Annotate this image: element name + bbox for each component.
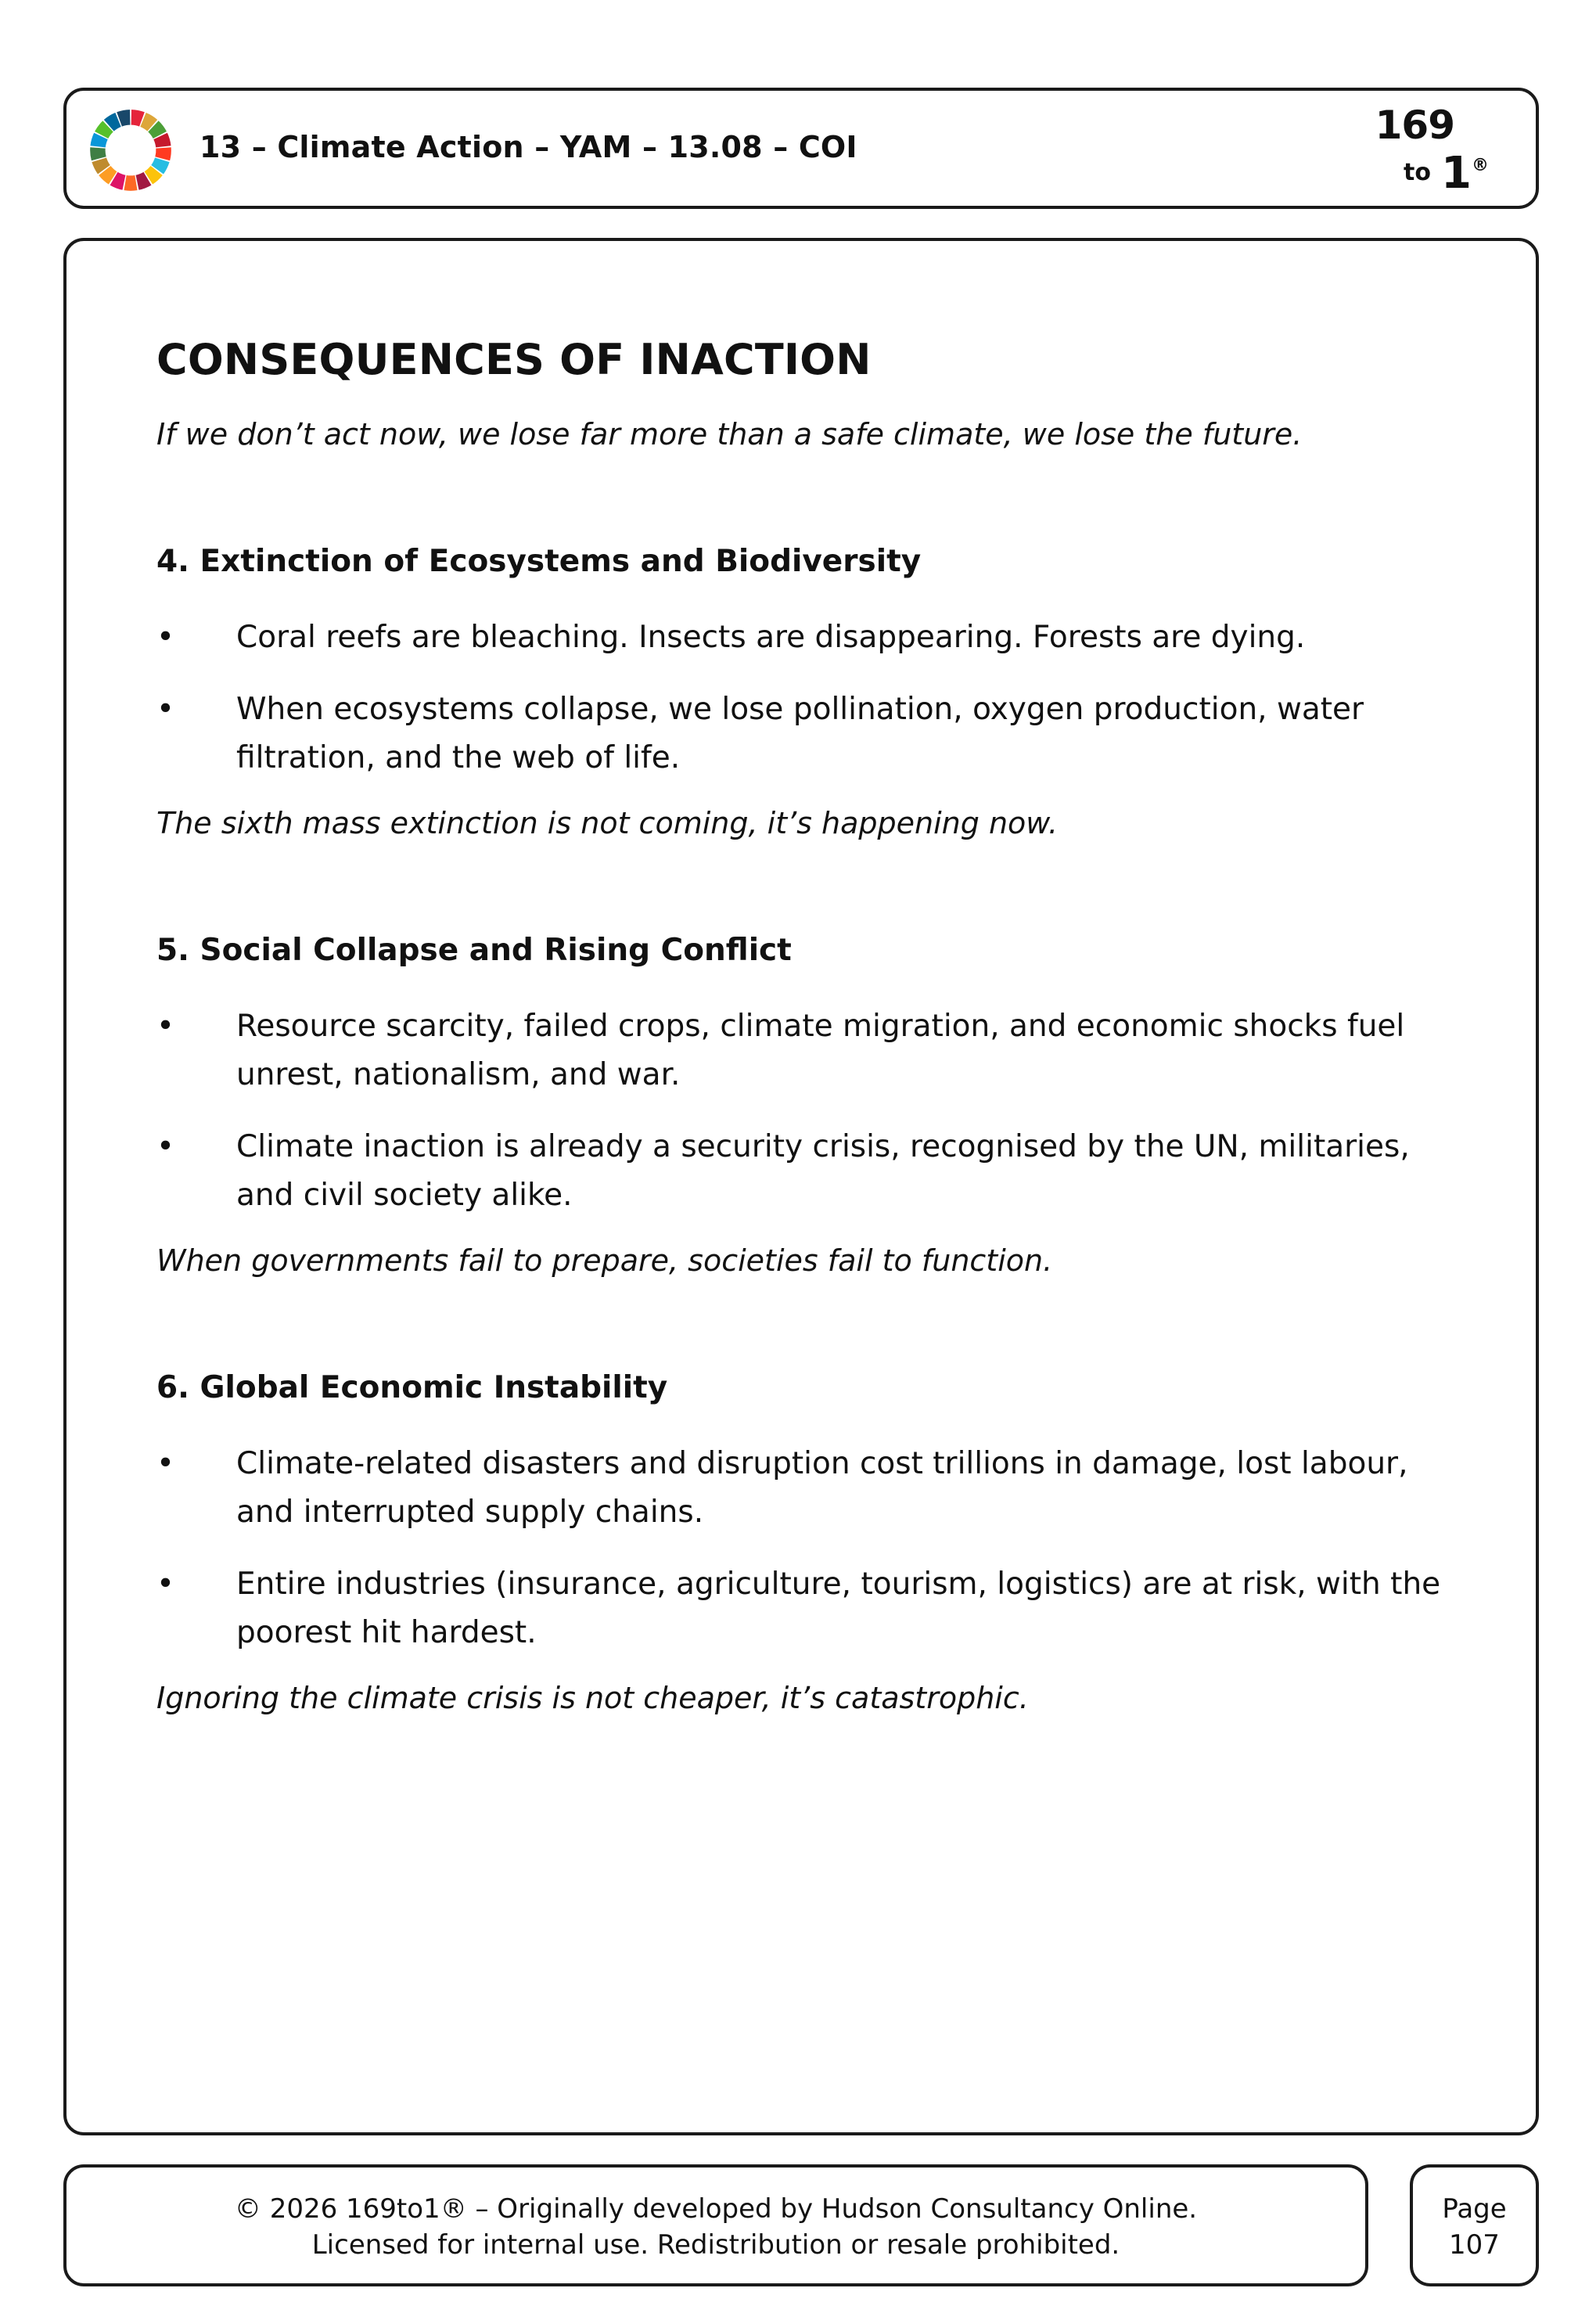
section-closing: Ignoring the climate crisis is not cheaper, it’s catastrophic. xyxy=(156,1681,1029,1715)
list-item xyxy=(156,613,1471,662)
footer-license-note: Licensed for internal use. Redistribution or resale prohibited. xyxy=(311,2229,1120,2261)
footer-copyright: © 2026 169to1® – Originally developed by Hudson Consultancy Online. xyxy=(234,2193,1198,2225)
sdg-wheel-segment xyxy=(124,175,137,191)
sdg-wheel-icon xyxy=(88,108,173,192)
brand-logo-registered: ® xyxy=(1472,156,1489,175)
page-number: 107 xyxy=(1449,2229,1500,2261)
page-number-box xyxy=(1410,2164,1539,2286)
brand-logo xyxy=(1376,95,1494,204)
section-heading: 5. Social Collapse and Rising Conflict xyxy=(156,933,792,968)
list-item xyxy=(156,1440,1471,1537)
bullet-icon: • xyxy=(156,692,175,727)
list-item xyxy=(156,1123,1471,1220)
header-title: 13 – Climate Action – YAM – 13.08 – COI xyxy=(200,130,857,164)
section-social-collapse xyxy=(156,933,1471,1278)
list-item-text: Entire industries (insurance, agriculture, tourism, logistics) are at risk, with the poorest hit hardest. xyxy=(236,1567,1441,1650)
section-closing: The sixth mass extinction is not coming, it’s happening now. xyxy=(156,806,1059,840)
section-closing: When governments fail to prepare, societies fail to function. xyxy=(156,1243,1053,1278)
content-card xyxy=(63,238,1539,2135)
document-header xyxy=(63,88,1539,209)
brand-logo-one: 1 xyxy=(1441,148,1472,199)
list-item-text: Climate inaction is already a security crisis, recognised by the UN, militaries, and civil society alike. xyxy=(236,1129,1410,1213)
brand-logo-to: to xyxy=(1404,159,1431,186)
list-item xyxy=(156,685,1471,782)
bullet-list xyxy=(156,613,1471,782)
list-item xyxy=(156,1560,1471,1657)
section-economic-instability xyxy=(156,1370,1471,1715)
bullet-icon: • xyxy=(156,1567,175,1602)
list-item-text: When ecosystems collapse, we lose pollination, oxygen production, water filtration, and the web of life. xyxy=(236,692,1364,775)
bullet-icon: • xyxy=(156,1129,175,1164)
section-heading: 4. Extinction of Ecosystems and Biodiversity xyxy=(156,544,922,579)
bullet-list xyxy=(156,1440,1471,1657)
section-ecosystems xyxy=(156,544,1471,840)
page-title: CONSEQUENCES OF INACTION xyxy=(156,335,872,384)
list-item-text: Resource scarcity, failed crops, climate migration, and economic shocks fuel unrest, nationalism, and war. xyxy=(236,1009,1405,1092)
page-label: Page xyxy=(1442,2193,1507,2225)
section-heading: 6. Global Economic Instability xyxy=(156,1370,668,1405)
page-subtitle: If we don’t act now, we lose far more than a safe climate, we lose the future. xyxy=(156,417,1303,451)
list-item-text: Climate-related disasters and disruption cost trillions in damage, lost labour, and interrupted supply chains. xyxy=(236,1446,1408,1530)
bullet-list xyxy=(156,1002,1471,1220)
list-item xyxy=(156,1002,1471,1099)
bullet-icon: • xyxy=(156,620,175,655)
brand-logo-number: 169 xyxy=(1375,103,1454,148)
footer-license xyxy=(63,2164,1368,2286)
bullet-icon: • xyxy=(156,1009,175,1044)
bullet-icon: • xyxy=(156,1446,175,1481)
list-item-text: Coral reefs are bleaching. Insects are disappearing. Forests are dying. xyxy=(236,620,1306,655)
